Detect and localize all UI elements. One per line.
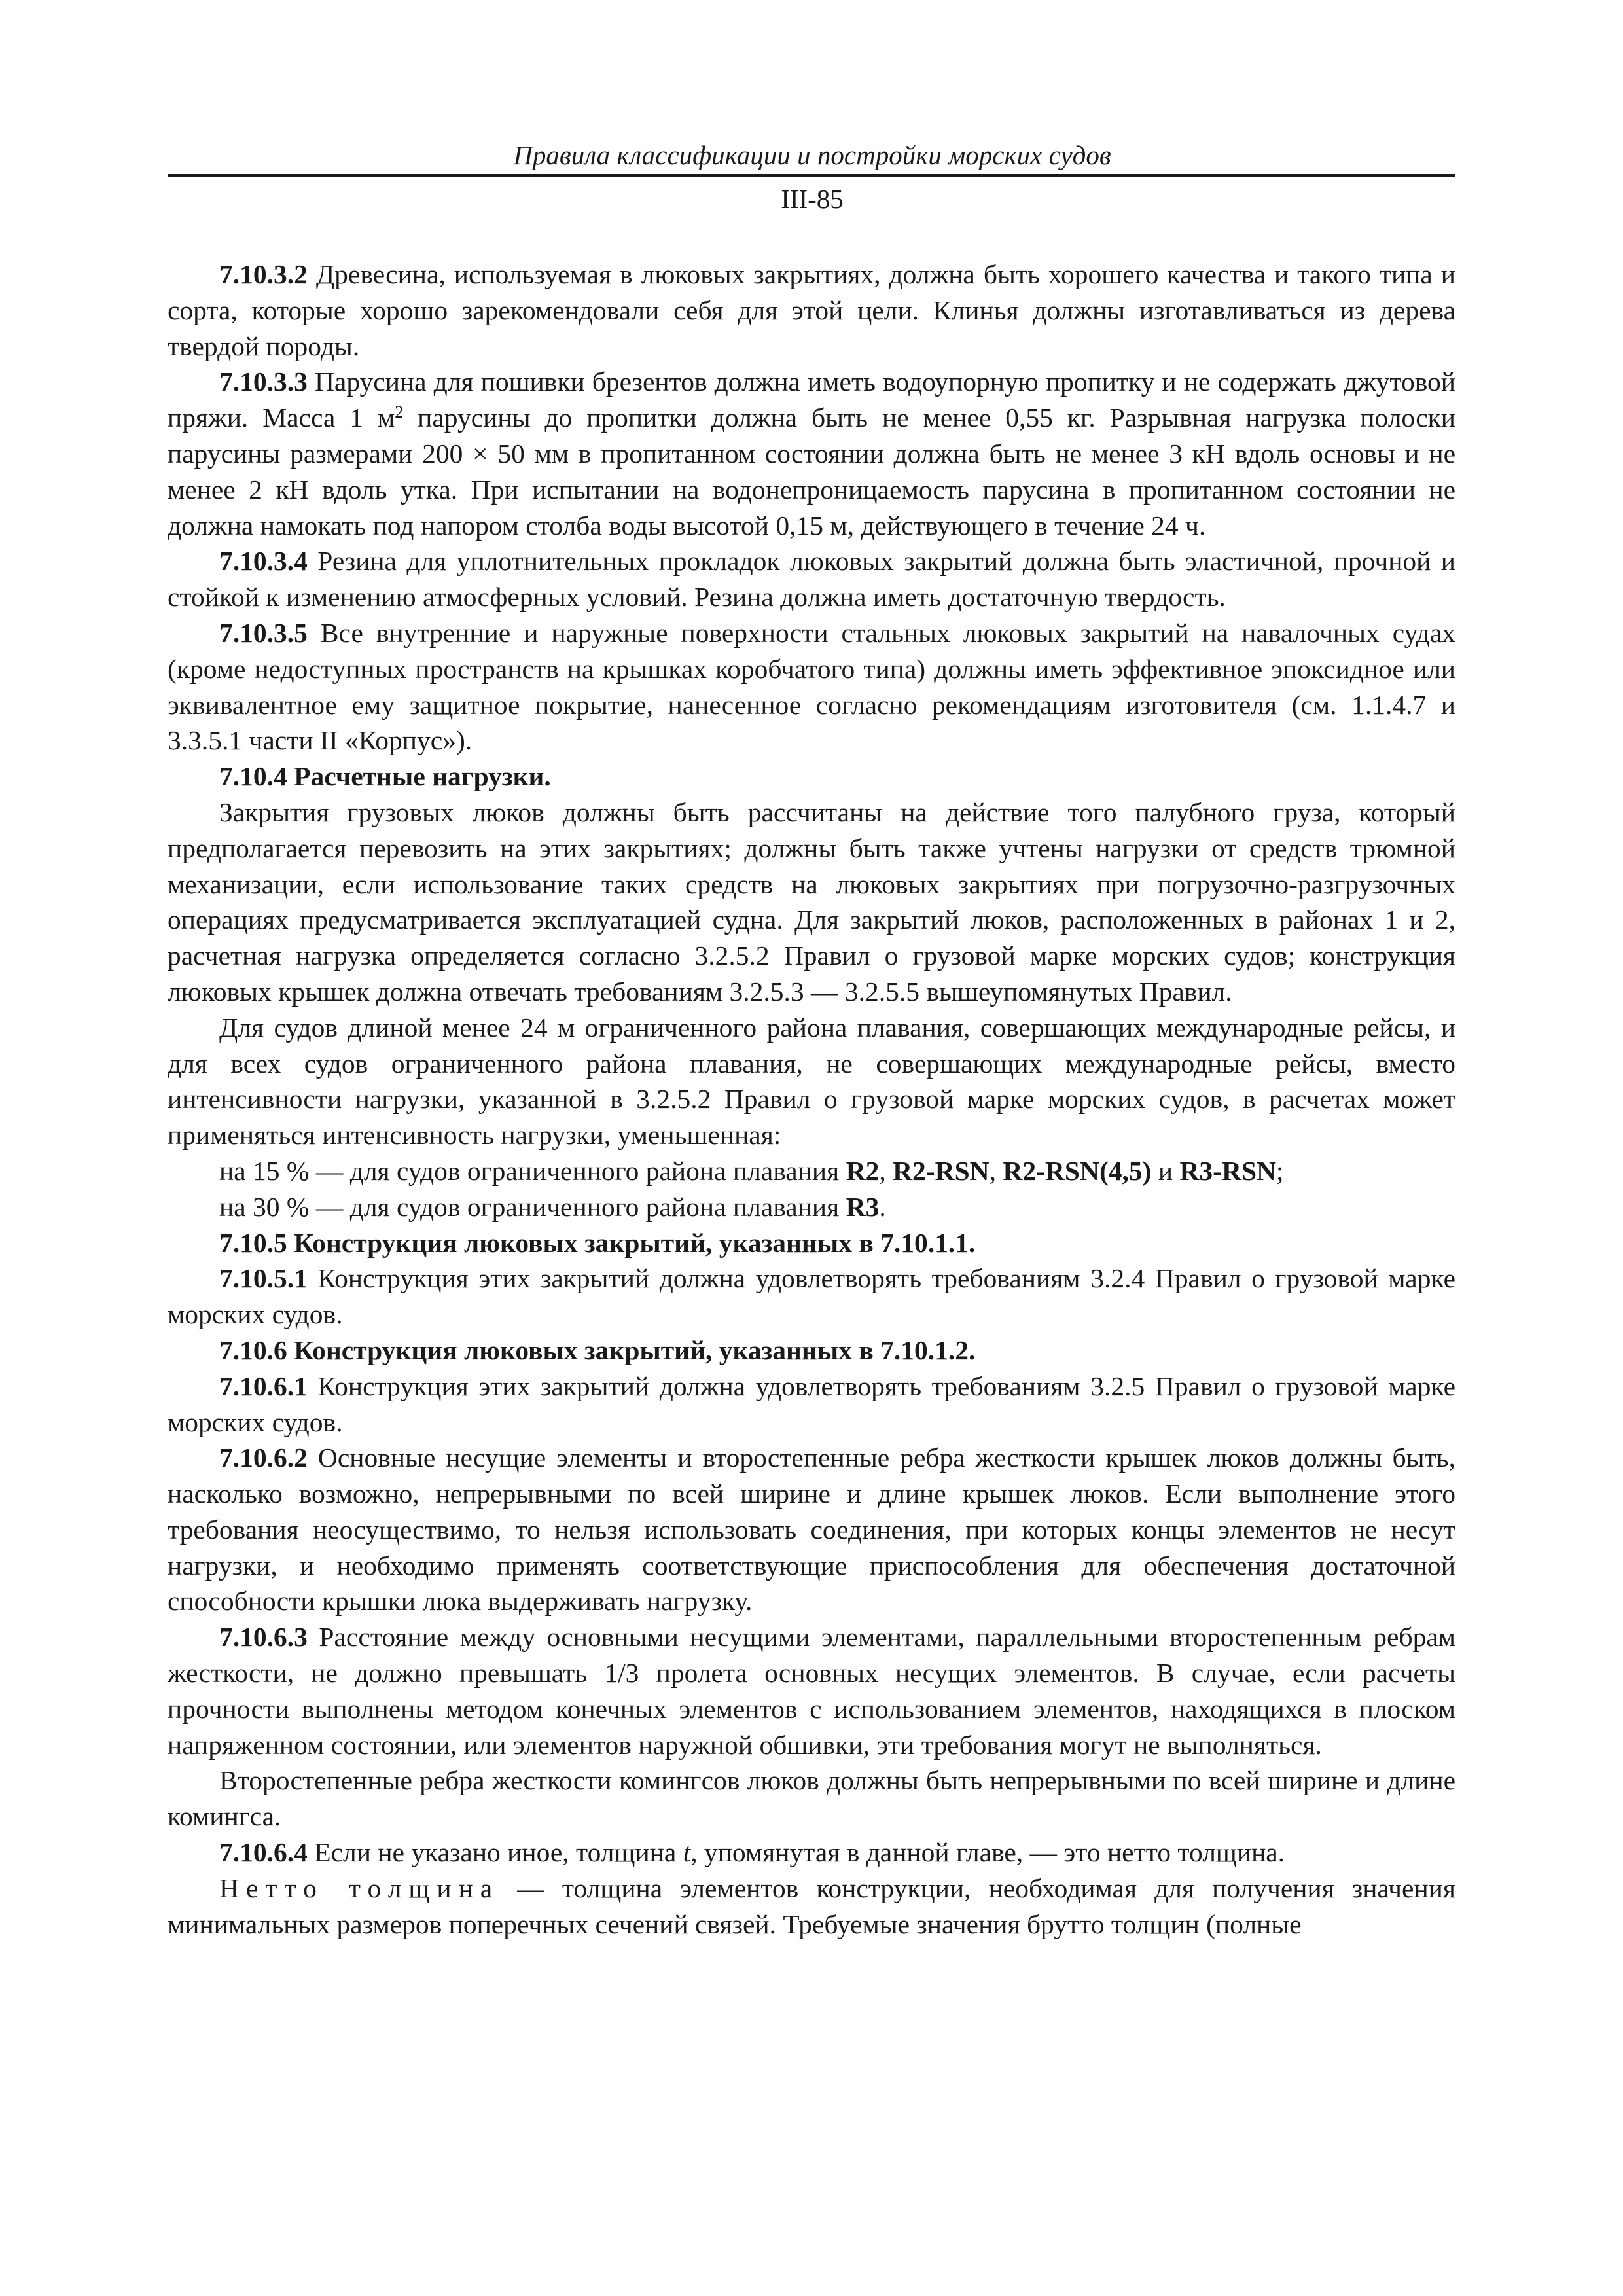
class-notation: R2-RSN bbox=[893, 1155, 990, 1186]
paragraph-text: Конструкция этих закрытий должна удовлетворять требованиям 3.2.4 Правил о грузовой марке морских судов. bbox=[168, 1263, 1455, 1330]
paragraph-7-10-3-4 bbox=[168, 543, 1455, 615]
section-heading-7-10-4: 7.10.4 Расчетные нагрузки. bbox=[219, 761, 551, 792]
paragraph-loads: Закрытия грузовых люков должны быть рассчитаны на действие того палубного груза, который предполагается перевозить на этих закрытиях; должны быть также учтены нагрузки от средств трюмной механизации, если использование таких средств на люковых закрытиях при погрузочно-разгрузочных операциях предусматривается эксплуатацией судна. Для закрытий люков, расположенных в районах 1 и 2, расчетная нагрузка определяется согласно 3.2.5.2 Правил о грузовой марке морских судов; конструкция люковых крышек должна отвечать требованиям 3.2.5.3 — 3.2.5.5 вышеупомянутых Правил. bbox=[168, 797, 1455, 1007]
section-heading-7-10-5: 7.10.5 Конструкция люковых закрытий, указанных в 7.10.1.1. bbox=[219, 1227, 976, 1258]
paragraph-net-thickness bbox=[168, 1871, 1455, 1943]
paragraph-7-10-6-1 bbox=[168, 1369, 1455, 1441]
clause-number: 7.10.6.2 bbox=[219, 1443, 308, 1473]
paragraph-7-10-5-1 bbox=[168, 1261, 1455, 1333]
section-heading-7-10-6: 7.10.6 Конструкция люковых закрытий, указанных в 7.10.1.2. bbox=[219, 1335, 976, 1365]
clause-number: 7.10.6.1 bbox=[219, 1371, 308, 1401]
class-notation: R3-RSN bbox=[1179, 1155, 1276, 1186]
list-text: . bbox=[879, 1191, 886, 1222]
paragraph-7-10-6-4 bbox=[168, 1835, 1455, 1871]
paragraph-7-10-3-3 bbox=[168, 364, 1455, 543]
paragraph-text: Конструкция этих закрытий должна удовлетворять требованиям 3.2.5 Правил о грузовой марке морских судов. bbox=[168, 1371, 1455, 1437]
page-number: III-85 bbox=[781, 184, 844, 214]
paragraph-text: Резина для уплотнительных прокладок люковых закрытий должна быть эластичной, прочной и стойкой к изменению атмосферных условий. Резина должна иметь достаточную твердость. bbox=[168, 546, 1455, 613]
clause-number: 7.10.5.1 bbox=[219, 1263, 308, 1294]
paragraph-text: , упомянутая в данной главе, — это нетто толщина. bbox=[690, 1837, 1285, 1868]
running-title: Правила классификации и постройки морских судов bbox=[513, 140, 1111, 170]
list-text: и bbox=[1151, 1155, 1180, 1186]
paragraph-7-10-6-2 bbox=[168, 1440, 1455, 1619]
header-rule bbox=[168, 174, 1455, 177]
defined-term: Нетто толщина bbox=[219, 1873, 500, 1903]
list-text: на 15 % — для судов ограниченного района плавания bbox=[219, 1155, 846, 1186]
paragraph-text: Древесина, используемая в люковых закрытиях, должна быть хорошего качества и такого типа и сорта, которые хорошо зарекомендовали себя для этой цели. Клинья должны изготавливаться из дерева твердой породы. bbox=[168, 259, 1455, 361]
list-text: , bbox=[879, 1155, 893, 1186]
clause-number: 7.10.3.2 bbox=[219, 259, 308, 289]
list-item-30-percent bbox=[168, 1189, 1455, 1225]
paragraph-text: Все внутренние и наружные поверхности стальных люковых закрытий на навалочных судах (кроме недоступных пространств на крышках коробчатого типа) должны иметь эффективное эпоксидное или эквивалентное ему защитное покрытие, нанесенное согласно рекомендациям изготовителя (см. 1.1.4.7 и 3.3.5.1 части II «Корпус»). bbox=[168, 617, 1455, 756]
paragraph-coaming-stiffeners: Второстепенные ребра жесткости комингсов люков должны быть непрерывными по всей ширине и длине комингса. bbox=[168, 1765, 1455, 1832]
clause-number: 7.10.6.4 bbox=[219, 1837, 308, 1868]
paragraph-7-10-6-3 bbox=[168, 1619, 1455, 1763]
list-text: , bbox=[989, 1155, 1003, 1186]
list-text: ; bbox=[1276, 1155, 1284, 1186]
clause-number: 7.10.6.3 bbox=[219, 1622, 308, 1653]
paragraph-text: Основные несущие элементы и второстепенные ребра жесткости крышек люков должны быть, насколько возможно, непрерывными по всей ширине и длине крышек люков. Если выполнение этого требования неосуществимо, то нельзя использовать соединения, при которых концы элементов не несут нагрузки, и необходимо применять соответствующие приспособления для обеспечения достаточной способности крышки люка выдерживать нагрузку. bbox=[168, 1443, 1455, 1617]
clause-number: 7.10.3.3 bbox=[219, 367, 308, 397]
list-text: на 30 % — для судов ограниченного района плавания bbox=[219, 1191, 846, 1222]
class-notation: R2-RSN(4,5) bbox=[1003, 1155, 1152, 1186]
thickness-variable: t bbox=[683, 1837, 691, 1868]
list-item-15-percent bbox=[168, 1153, 1455, 1189]
superscript: 2 bbox=[395, 403, 404, 422]
body-text bbox=[168, 257, 1455, 1942]
paragraph-text: Если не указано иное, толщина bbox=[307, 1837, 683, 1868]
paragraph-7-10-3-5 bbox=[168, 615, 1455, 759]
paragraph-text: Парусина для пошивки брезентов должна иметь водоупорную пропитку и не содержать джутовой пряжи. Масса 1 м bbox=[168, 367, 1455, 433]
paragraph-text: парусины до пропитки должна быть не менее 0,55 кг. Разрывная нагрузка полоски парусины размерами 200 × 50 мм в пропитанном состоянии должна быть не менее 3 кН вдоль основы и не менее 2 кН вдоль утка. При испытании на водонепроницаемость парусина в пропитанном состоянии не должна намокать под напором столба воды высотой 0,15 м, действующего в течение 24 ч. bbox=[168, 403, 1455, 541]
paragraph-restricted-area: Для судов длиной менее 24 м ограниченного района плавания, совершающих международные рейсы, и для всех судов ограниченного района плавания, не совершающих международные рейсы, вместо интенсивности нагрузки, указанной в 3.2.5.2 Правил о грузовой марке морских судов, в расчетах может применяться интенсивность нагрузки, уменьшенная: bbox=[168, 1012, 1455, 1151]
paragraph-7-10-3-2 bbox=[168, 257, 1455, 364]
class-notation: R3 bbox=[846, 1191, 880, 1222]
clause-number: 7.10.3.4 bbox=[219, 546, 308, 577]
paragraph-text: Расстояние между основными несущими элементами, параллельными второстепенным ребрам жесткости, не должно превышать 1/3 пролета основных несущих элементов. В случае, если расчеты прочности выполнены методом конечных элементов с использованием элементов, находящихся в плоском напряженном состоянии, или элементов наружной обшивки, эти требования могут не выполняться. bbox=[168, 1622, 1455, 1760]
clause-number: 7.10.3.5 bbox=[219, 617, 308, 648]
paragraph-text: — толщина элементов конструкции, необходимая для получения значения минимальных размеров поперечных сечений связей. Требуемые значения брутто толщин (полные bbox=[168, 1873, 1455, 1939]
class-notation: R2 bbox=[846, 1155, 880, 1186]
